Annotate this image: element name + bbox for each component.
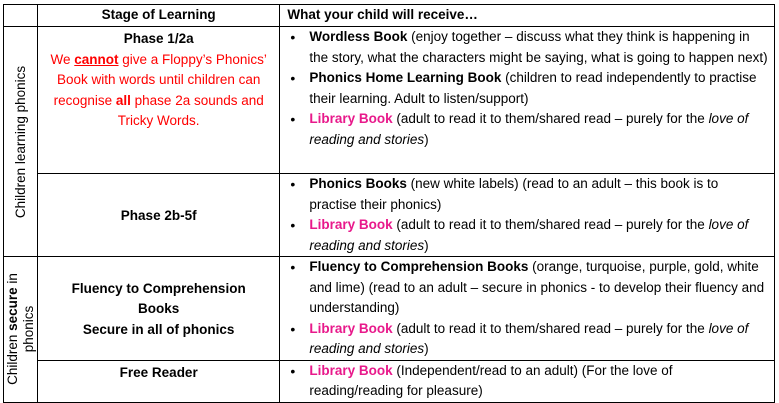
library-book-label: Library Book <box>309 111 393 126</box>
library-book-label: Library Book <box>309 320 393 336</box>
receive-list <box>280 27 774 150</box>
stage-cell-phase-2b-5f <box>38 174 280 257</box>
stage-warning-note: We cannot give a Floppy’s Phonics’ Book with words until children can recognise all phase 2a sounds and Tricky Words. <box>50 51 267 128</box>
list-item: • Library Book (Independent/read to an adult) (For the love of reading/reading for pleasure) <box>280 361 774 402</box>
receive-list <box>280 361 774 402</box>
receive-list <box>280 257 774 360</box>
side-label-learning-cell <box>4 27 38 257</box>
note-all: all <box>115 92 131 108</box>
side-label-learning: Children learning phonics <box>12 65 28 218</box>
header-stage-of-learning: Stage of Learning <box>38 5 280 27</box>
receive-cell-fluency <box>280 257 775 361</box>
stage-cell-fluency <box>38 257 280 361</box>
stage-title: Phase 2b-5f <box>120 207 197 223</box>
receive-cell-phase-2b-5f <box>280 174 775 257</box>
side-label-secure-cell <box>4 257 38 403</box>
reading-scheme-table <box>3 4 775 403</box>
list-item: • Phonics Books (new white labels) (read to an adult – this book is to practise their phonics) <box>280 174 774 215</box>
list-item: • Fluency to Comprehension Books (orange, turquoise, purple, gold, white and lime) (read to an adult – secure in phonics - to develop their fluency and understanding) <box>280 257 774 319</box>
note-cannot: cannot <box>74 51 119 67</box>
list-item: • Phonics Home Learning Book (children to read independently to practise their learning. Adult to listen/support) <box>280 68 774 109</box>
stage-title-line2: Books <box>138 301 180 316</box>
stage-subtitle: Secure in all of phonics <box>82 321 235 337</box>
library-book-label: Library Book <box>309 362 393 378</box>
stage-title: Fluency to Comprehension <box>71 280 246 296</box>
list-item: • Library Book (adult to read it to them/shared read – purely for the love of reading and stories) <box>280 319 774 360</box>
list-item: • Wordless Book (enjoy together – discuss what they think is happening in the story, what the characters might be saying, what is going to happen next) <box>280 27 774 68</box>
header-what-child-receives: What your child will receive… <box>280 5 775 27</box>
stage-cell-phase-1-2a <box>38 27 280 174</box>
table-row-fluency <box>4 257 775 361</box>
receive-cell-free-reader <box>280 360 775 402</box>
list-item: • Library Book (adult to read it to them/shared read – purely for the love of reading and stories) <box>280 215 774 256</box>
table-row-phase-1-2a <box>4 27 775 174</box>
header-empty-cell <box>4 5 38 27</box>
side-label-secure: Children secure in phonics <box>4 273 36 386</box>
stage-title: Free Reader <box>119 364 198 380</box>
list-item: • Library Book (adult to read it to them/shared read – purely for the love of reading and stories) <box>280 109 774 150</box>
table-row-free-reader <box>4 360 775 402</box>
receive-cell-phase-1-2a <box>280 27 775 174</box>
stage-cell-free-reader <box>38 360 280 402</box>
stage-title: Phase 1/2a <box>123 31 194 46</box>
receive-list <box>280 174 774 256</box>
library-book-label: Library Book <box>309 217 393 232</box>
table-row-phase-2b-5f <box>4 174 775 257</box>
header-row <box>4 5 775 27</box>
